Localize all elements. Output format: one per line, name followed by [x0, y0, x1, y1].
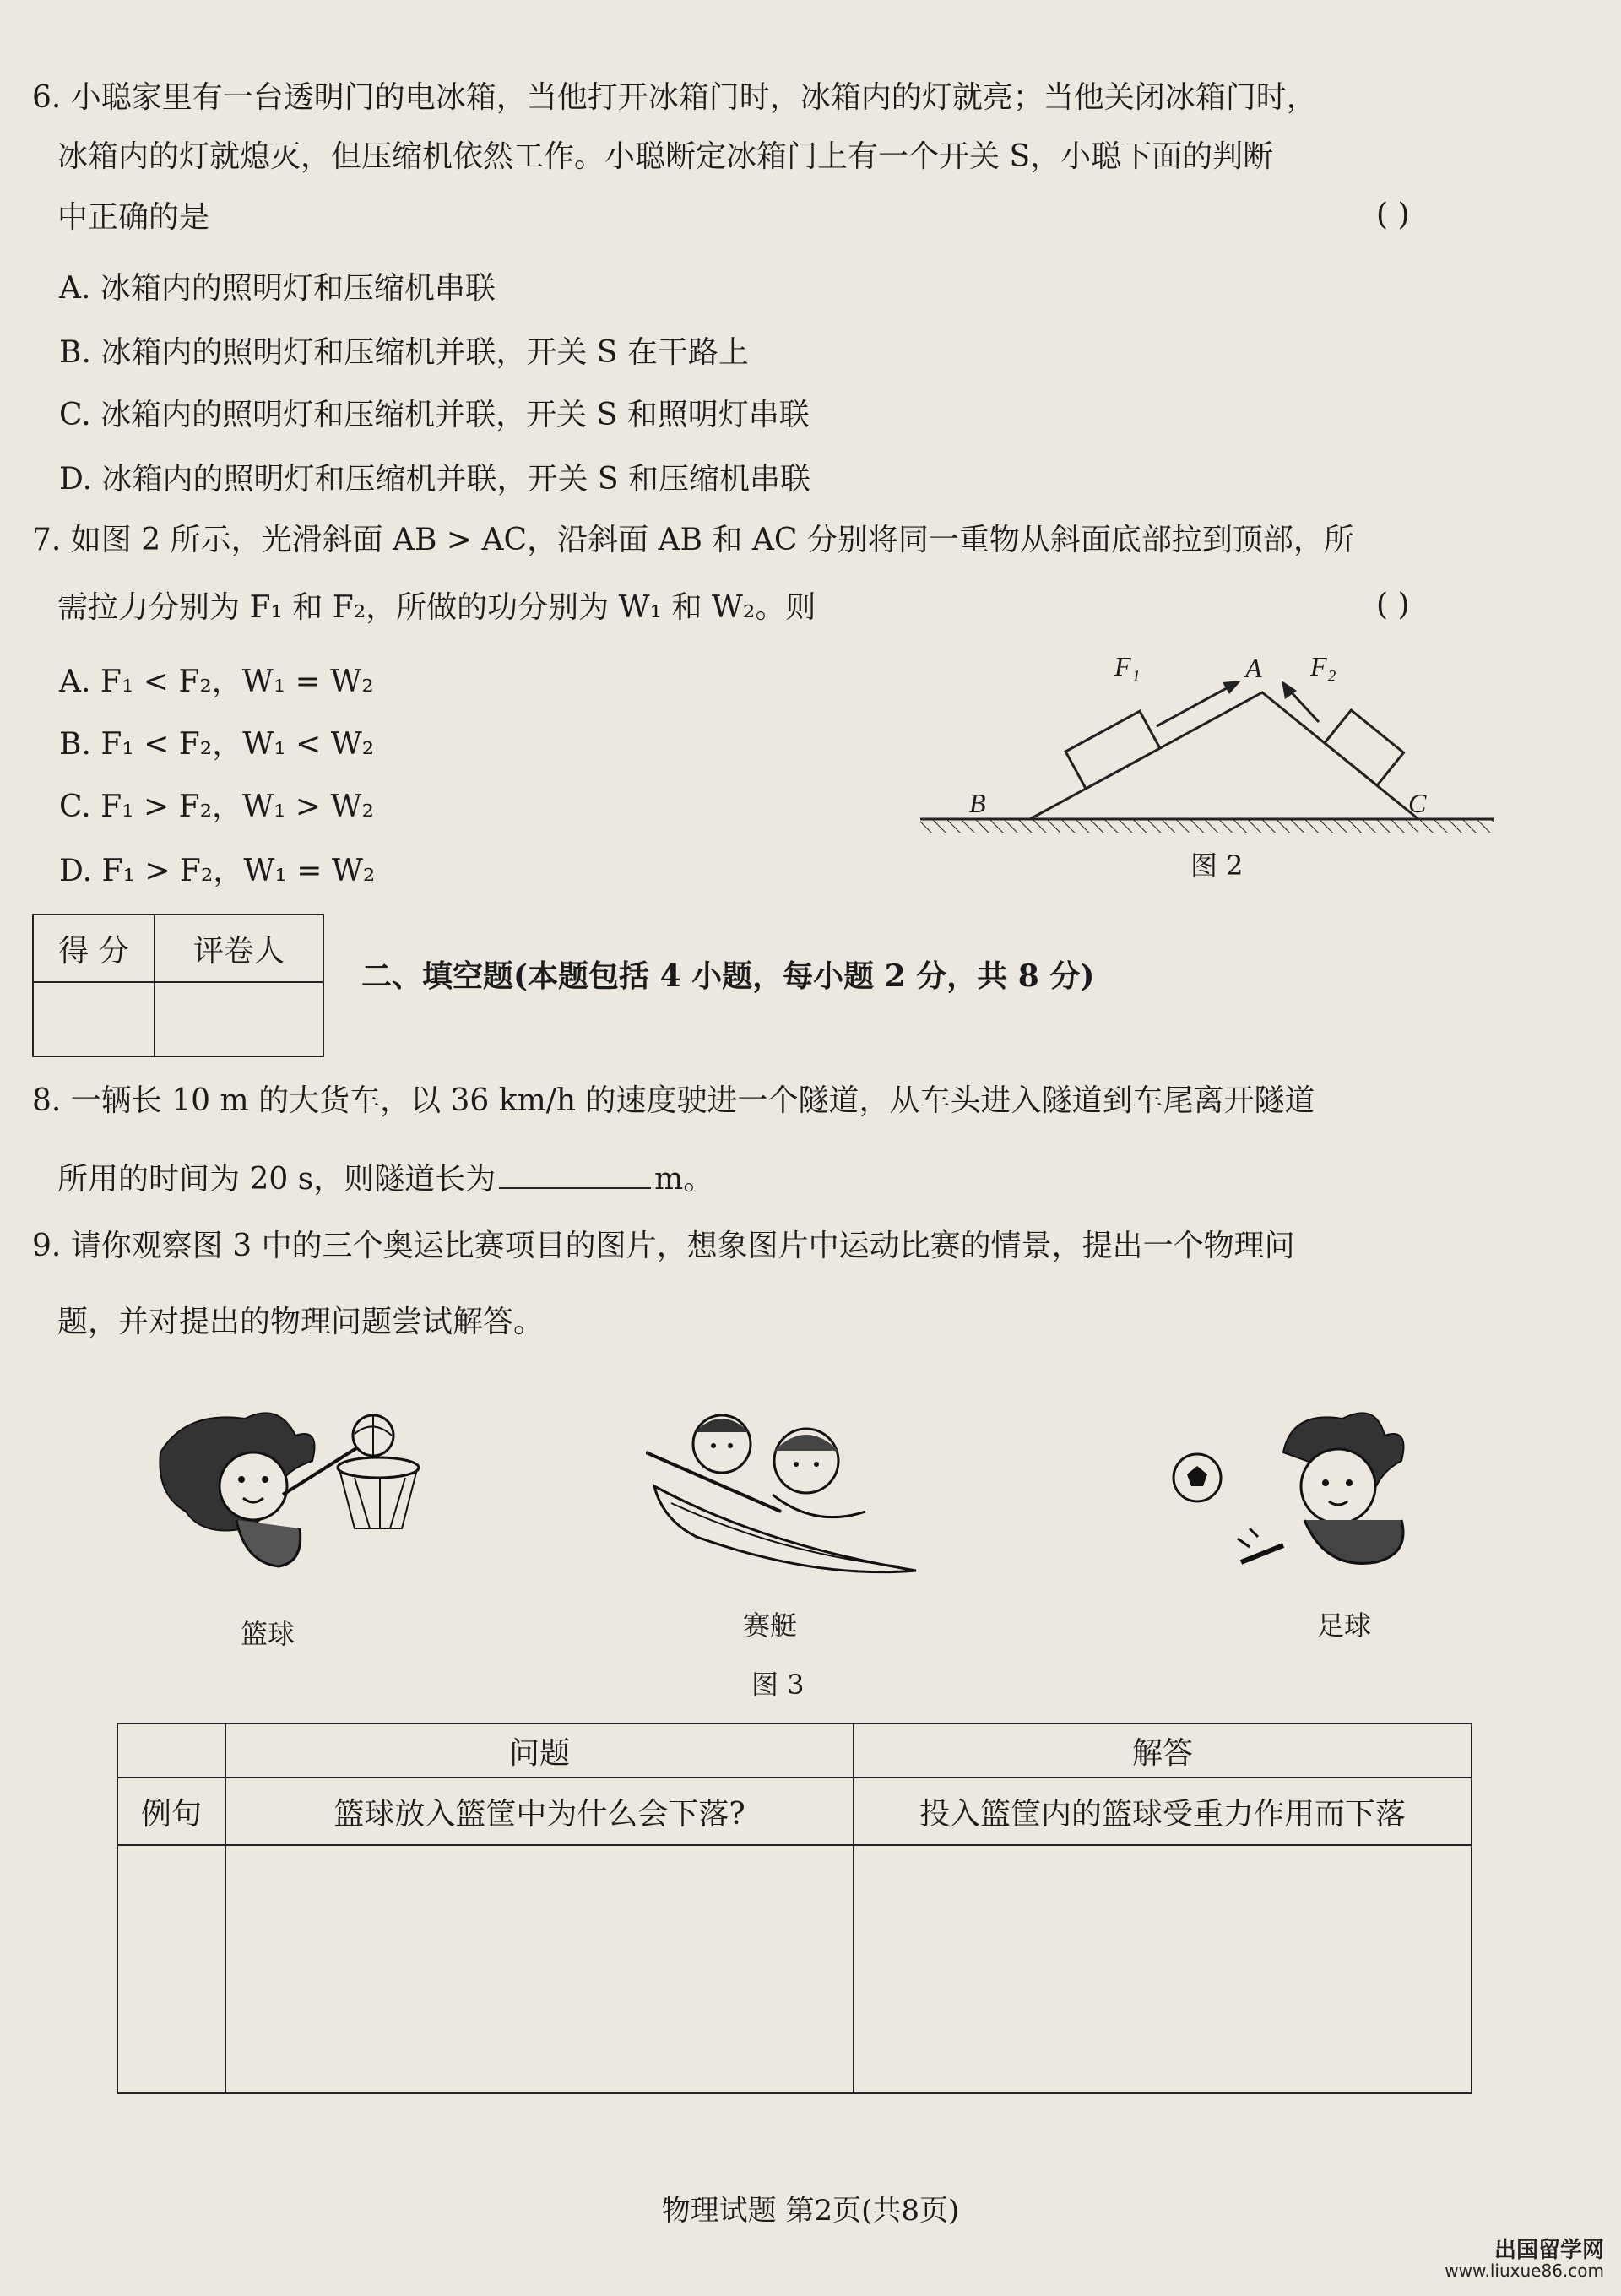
- figure3-caption: 图 3: [751, 1669, 805, 1701]
- q7-line1: 7. 如图 2 所示，光滑斜面 AB > AC，沿斜面 AB 和 AC 分别将同一重物从斜面底部拉到顶部，所: [32, 523, 1354, 557]
- force-arrow-f1-head: [1223, 681, 1241, 694]
- q6-option-c: C. 冰箱内的照明灯和压缩机并联，开关 S 和照明灯串联: [59, 398, 810, 432]
- q7-answer-bracket: ( ): [1376, 588, 1410, 622]
- q8-line2-suffix: m。: [654, 1162, 714, 1197]
- q9-line1: 9. 请你观察图 3 中的三个奥运比赛项目的图片，想象图片中运动比赛的情景，提出一个物理问: [32, 1229, 1295, 1263]
- block-on-ab: [1065, 711, 1160, 789]
- q6-option-a: A. 冰箱内的照明灯和压缩机串联: [59, 271, 496, 306]
- table-header-question: 问题: [225, 1723, 854, 1778]
- figure3-label-basketball: 篮球: [241, 1618, 295, 1650]
- page-footer: 物理试题 第2页(共8页): [661, 2194, 960, 2228]
- q6-line3: 中正确的是: [57, 200, 210, 235]
- watermark-title: 出国留学网: [1494, 2238, 1604, 2263]
- grader-label: 评卷人: [155, 915, 323, 982]
- q9-answer-table: [117, 1723, 1472, 2094]
- q7-option-c: C. F₁ > F₂，W₁ > W₂: [59, 790, 374, 824]
- figure2-incline-diagram: [912, 642, 1503, 895]
- q6-line2: 冰箱内的灯就熄灭，但压缩机依然工作。小聪断定冰箱门上有一个开关 S，小聪下面的判断: [57, 139, 1274, 174]
- q7-option-b: B. F₁ < F₂，W₁ < W₂: [59, 727, 375, 762]
- q6-answer-bracket: ( ): [1376, 198, 1410, 232]
- q9-line2: 题，并对提出的物理问题尝试解答。: [57, 1305, 545, 1339]
- figure2-caption: 图 2: [1190, 849, 1244, 882]
- q8-line2-prefix: 所用的时间为 20 s，则隧道长为: [57, 1162, 496, 1197]
- q8-line1: 8. 一辆长 10 m 的大货车，以 36 km/h 的速度驶进一个隧道，从车头进入隧道到车尾离开隧道: [32, 1083, 1315, 1118]
- table-example-question: 篮球放入篮筐中为什么会下落?: [225, 1778, 854, 1845]
- label-f1: F₁: [1114, 651, 1141, 681]
- table-blank-label-cell: [117, 1845, 225, 2093]
- section2-title: 二、填空题(本题包括 4 小题，每小题 2 分，共 8 分): [361, 958, 1095, 994]
- table-blank-answer-cell[interactable]: [854, 1845, 1472, 2093]
- force-arrow-f1: [1157, 684, 1234, 726]
- q7-option-a: A. F₁ < F₂，W₁ = W₂: [59, 665, 374, 699]
- figure3-label-football: 足球: [1317, 1609, 1372, 1642]
- grader-cell[interactable]: [155, 982, 323, 1056]
- table-example-label: 例句: [117, 1778, 225, 1845]
- q6-option-d: D. 冰箱内的照明灯和压缩机并联，开关 S 和压缩机串联: [59, 462, 811, 497]
- table-blank-question-cell[interactable]: [225, 1845, 854, 2093]
- q7-option-d: D. F₁ > F₂，W₁ = W₂: [59, 854, 376, 888]
- table-header-answer: 解答: [854, 1723, 1472, 1778]
- label-b: B: [969, 788, 986, 818]
- block-on-ac: [1325, 710, 1404, 785]
- site-watermark: [1445, 2240, 1604, 2281]
- figure3-label-rowing: 赛艇: [743, 1609, 798, 1642]
- label-f2: F₂: [1310, 651, 1336, 681]
- q8-answer-blank[interactable]: [499, 1159, 651, 1189]
- score-cell[interactable]: [33, 982, 155, 1056]
- label-c: C: [1408, 788, 1427, 818]
- rowing-illustration: [646, 1402, 924, 1588]
- basketball-hoop: [338, 1457, 419, 1478]
- score-box: [32, 914, 324, 1057]
- q6-option-b: B. 冰箱内的照明灯和压缩机并联，开关 S 在干路上: [59, 335, 749, 370]
- q6-line1: 6. 小聪家里有一台透明门的电冰箱，当他打开冰箱门时，冰箱内的灯就亮；当他关闭冰箱门时，: [32, 80, 1317, 115]
- q8-line2: [57, 1159, 713, 1200]
- ground-hatching: [920, 819, 1494, 833]
- football-illustration: [1157, 1402, 1461, 1596]
- basketball-illustration: [152, 1393, 439, 1588]
- watermark-url: www.liuxue86.com: [1445, 2261, 1604, 2281]
- table-corner-cell: [117, 1723, 225, 1778]
- q7-line2: 需拉力分别为 F₁ 和 F₂，所做的功分别为 W₁ 和 W₂。则: [57, 590, 816, 625]
- label-a: A: [1245, 653, 1262, 683]
- table-example-answer: 投入篮筐内的篮球受重力作用而下落: [854, 1778, 1472, 1845]
- score-label: 得 分: [33, 915, 155, 982]
